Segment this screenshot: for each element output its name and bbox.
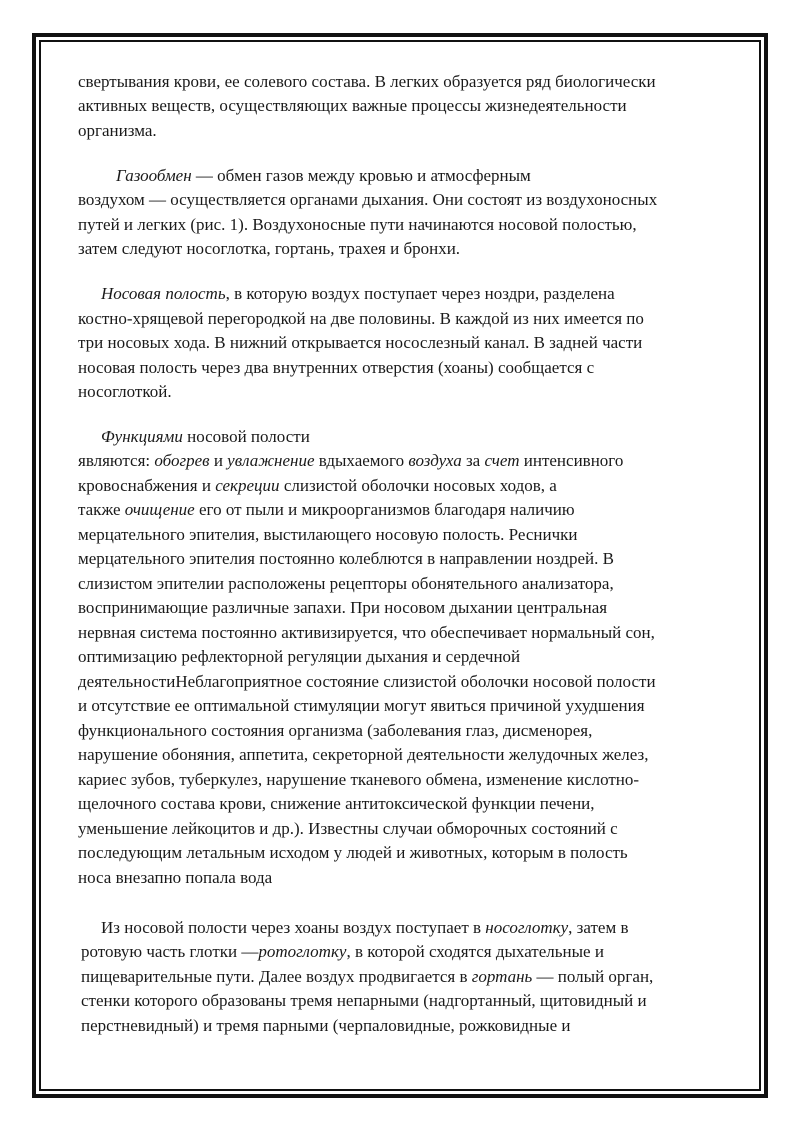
- italic-term: Газообмен: [116, 166, 192, 185]
- italic-term: Функциями: [101, 427, 183, 446]
- text-line: [81, 965, 653, 990]
- text-line: [78, 356, 594, 381]
- italic-term: воздуха: [408, 451, 462, 470]
- text-run: интенсивного: [519, 451, 624, 470]
- text-run: и: [209, 451, 228, 470]
- text-line: [78, 596, 607, 621]
- text-run: носовой полости: [182, 427, 310, 446]
- text-run: три носовых хода. В нижний открывается носослезный канал. В задней части: [78, 333, 643, 352]
- text-run: вдыхаемого: [314, 451, 409, 470]
- text-line: [81, 940, 604, 965]
- text-run: нарушение обоняния, аппетита, секреторной деятельности желудочных желез,: [78, 745, 649, 764]
- italic-term: счет: [484, 451, 520, 470]
- text-line: [78, 792, 595, 817]
- text-run: кариес зубов, туберкулез, нарушение тканевого обмена, изменение кислотно-: [78, 770, 640, 789]
- text-run: за: [461, 451, 485, 470]
- text-line: [78, 70, 656, 95]
- text-run: носовая полость через два внутренних отверстия (хоаны) сообщается с: [78, 358, 595, 377]
- text-line: [78, 768, 639, 793]
- text-run: являются:: [78, 451, 155, 470]
- text-line: [78, 743, 649, 768]
- text-run: кровоснабжения и: [78, 476, 216, 495]
- text-line: [78, 645, 520, 670]
- text-line: [81, 989, 647, 1014]
- italic-term: ротоглотку: [258, 942, 347, 961]
- italic-term: носоглотку: [485, 918, 569, 937]
- text-run: стенки которого образованы тремя непарными (надгортанный, щитовидный и: [81, 991, 647, 1010]
- text-run: слизистом эпителии расположены рецепторы обонятельного анализатора,: [78, 574, 614, 593]
- text-run: щелочного состава крови, снижение антитоксической функции печени,: [78, 794, 595, 813]
- text-run: слизистой оболочки носовых ходов, а: [279, 476, 557, 495]
- text-run: костно-хрящевой перегородкой на две половины. В каждой из них имеется по: [78, 309, 644, 328]
- text-run: , в которую воздух поступает через ноздри, разделена: [225, 284, 615, 303]
- text-run: пищеварительные пути. Далее воздух продвигается в: [81, 967, 472, 986]
- text-line: [78, 188, 657, 213]
- text-line: [81, 1014, 570, 1039]
- text-line: [101, 282, 615, 307]
- text-line: [78, 94, 627, 119]
- text-run: перстневидный) и тремя парными (черпаловидные, рожковидные и: [81, 1016, 571, 1035]
- text-run: активных веществ, осуществляющих важные процессы жизнедеятельности: [78, 96, 627, 115]
- text-run: — обмен газов между кровью и атмосферным: [191, 166, 531, 185]
- italic-term: секреции: [215, 476, 280, 495]
- text-run: деятельностиНеблагоприятное состояние слизистой оболочки носовой полости: [78, 672, 656, 691]
- text-line: [78, 331, 642, 356]
- text-run: путей и легких (рис. 1). Воздухоносные пути начинаются носовой полостью,: [78, 215, 637, 234]
- text-line: [78, 237, 460, 262]
- text-line: [78, 498, 575, 523]
- italic-term: увлажнение: [227, 451, 315, 470]
- italic-term: Носовая полость: [101, 284, 226, 303]
- text-run: и отсутствие ее оптимальной стимуляции могут явиться причиной ухудшения: [78, 696, 645, 715]
- text-run: уменьшение лейкоцитов и др.). Известны случаи обморочных состояний с: [78, 819, 618, 838]
- text-line: [78, 119, 157, 144]
- text-run: его от пыли и микроорганизмов благодаря наличию: [194, 500, 575, 519]
- text-line: [78, 380, 172, 405]
- text-run: воспринимающие различные запахи. При носовом дыхании центральная: [78, 598, 608, 617]
- text-line: [78, 694, 645, 719]
- text-run: ротовую часть глотки —: [81, 942, 259, 961]
- text-line: [78, 523, 577, 548]
- text-line: [78, 719, 592, 744]
- text-line: [78, 449, 623, 474]
- text-run: оптимизацию рефлекторной регуляции дыхания и сердечной: [78, 647, 521, 666]
- text-run: организма.: [78, 121, 157, 140]
- text-run: нервная система постоянно активизируется, что обеспечивает нормальный сон,: [78, 623, 655, 642]
- text-line: [78, 547, 614, 572]
- text-run: носа внезапно попала вода: [78, 868, 273, 887]
- text-line: [78, 474, 557, 499]
- text-line: [78, 670, 656, 695]
- text-line: [78, 817, 618, 842]
- text-run: также: [78, 500, 125, 519]
- text-line: [101, 425, 310, 450]
- text-run: Из носовой полости через хоаны воздух поступает в: [101, 918, 486, 937]
- text-run: мерцательного эпителия постоянно колеблются в направлении ноздрей. В: [78, 549, 614, 568]
- text-line: [78, 572, 614, 597]
- text-run: свертывания крови, ее солевого состава. В легких образуется ряд биологически: [78, 72, 656, 91]
- text-run: затем следуют носоглотка, гортань, трахея и бронхи.: [78, 239, 461, 258]
- text-run: воздухом — осуществляется органами дыхания. Они состоят из воздухоносных: [78, 190, 658, 209]
- text-run: мерцательного эпителия, выстилающего носовую полость. Реснички: [78, 525, 578, 544]
- text-line: [116, 164, 531, 189]
- text-run: — полый орган,: [532, 967, 654, 986]
- text-run: последующим летальным исходом у людей и животных, которым в полость: [78, 843, 628, 862]
- italic-term: очищение: [124, 500, 195, 519]
- italic-term: обогрев: [154, 451, 210, 470]
- text-run: , затем в: [568, 918, 629, 937]
- text-run: , в которой сходятся дыхательные и: [346, 942, 604, 961]
- text-run: функционального состояния организма (заболевания глаз, дисменорея,: [78, 721, 593, 740]
- text-line: [101, 916, 629, 941]
- text-run: носоглоткой.: [78, 382, 172, 401]
- text-line: [78, 621, 655, 646]
- text-line: [78, 213, 637, 238]
- text-line: [78, 307, 644, 332]
- text-line: [78, 866, 272, 891]
- text-line: [78, 841, 628, 866]
- italic-term: гортань: [471, 967, 533, 986]
